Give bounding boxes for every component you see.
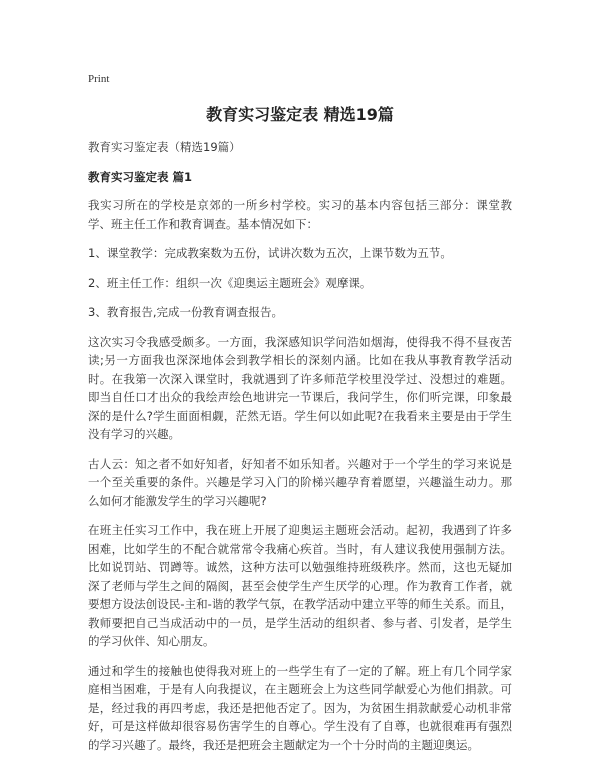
paragraph-students: 通过和学生的接触也使得我对班上的一些学生有了一定的了解。班上有几个同学家庭相当困难，于是有人向我提议，在主题班会上为这些同学献爱心为他们捐款。可是，经过我的再四考虑，我还是把他否定了。因为，为贫困生捐款献爱心动机非常好，可是这样做却很容易伤害学生的自尊心。学生没有了自尊，也就很难再有强烈的学习兴趣了。最终，我还是把班会主题献定为一个十分时尚的主题迎奥运。 <box>88 663 512 752</box>
paragraph-item-3: 3、教育报告,完成一份教育调查报告。 <box>88 305 283 319</box>
paragraph-item-1: 1、课堂教学：完成教案数为五份，试讲次数为五次，上课节数为五节。 <box>88 246 452 260</box>
paragraph-item-2: 2、班主任工作：组织一次《迎奥运主题班会》观摩课。 <box>88 275 372 290</box>
paragraph-intro: 我实习所在的学校是京郊的一所乡村学校。实习的基本内容包括三部分：课堂教学、班主任工作和教育调查。基本情况如下： <box>88 198 512 231</box>
print-link[interactable]: Print <box>88 73 110 85</box>
page-title: 教育实习鉴定表 精选19篇 <box>206 105 394 124</box>
paragraph-interest: 古人云：知之者不如好知者，好知者不如乐知者。兴趣对于一个学生的学习来说是一个至关重要的条件。兴趣是学习入门的阶梯兴趣孕育着愿望，兴趣溢生动力。那么如何才能激发学生的学习兴趣呢? <box>88 456 512 508</box>
paragraph-reflection: 这次实习令我感受颇多。一方面，我深感知识学问浩如烟海，使得我不得不昼夜苦读;另一方面我也深深地体会到教学相长的深刻内涵。比如在我从事教育教学活动时。在我第一次深入课堂时，我就遇到了许多师范学校里没学过、没想过的难题。即当自任口才出众的我绘声绘色地讲完一节课后，我问学生，你们听完课，印象最深的是什么?学生面面相觑，茫然无语。学生何以如此呢?在我看来主要是由于学生没有学习的兴趣。 <box>88 334 512 441</box>
section-heading: 教育实习鉴定表 篇1 <box>88 170 193 184</box>
document-subtitle: 教育实习鉴定表（精选19篇） <box>88 140 241 154</box>
paragraph-class-activity: 在班主任实习工作中，我在班上开展了迎奥运主题班会活动。起初，我遇到了许多困难，比如学生的不配合就常常令我痛心疾首。当时，有人建议我使用强制方法。比如说罚站、罚蹲等。诚然，这种方法可以勉强维持班级秩序。然而，这也无疑加深了老师与学生之间的隔阂，甚至会使学生产生厌学的心理。作为教育工作者，就要想方设法创设民-主和-谐的教学气氛，在教学活动中建立平等的师生关系。而且，教师要把自己当成活动中的一员，是学生活动的组织者、参与者、引发者，是学生的学习伙伴、知心朋友。 <box>88 523 512 648</box>
